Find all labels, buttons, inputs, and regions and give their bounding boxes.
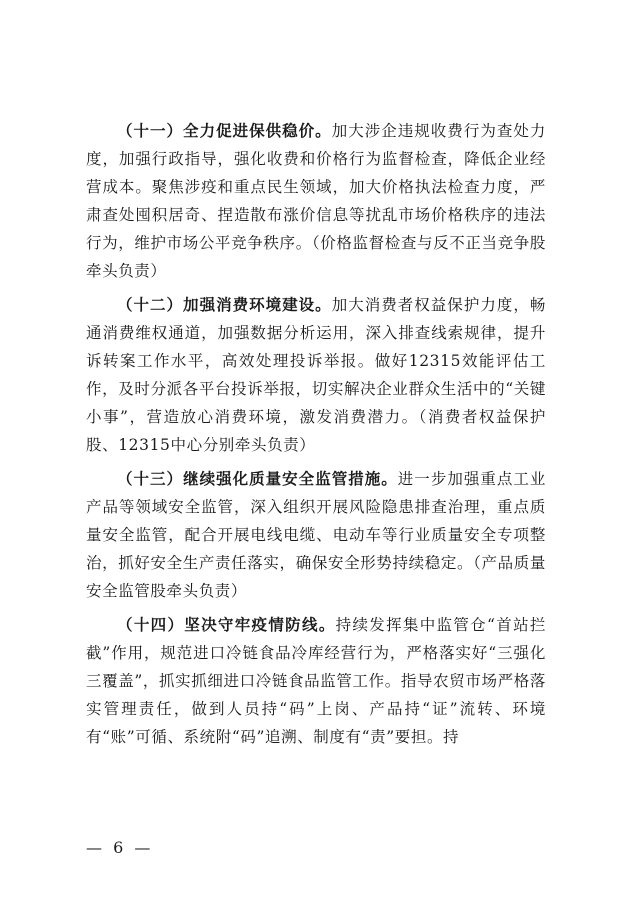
paragraph-11-text: 加大涉企违规收费行为查处力度，加强行政指导，强化收费和价格行为监督检查，降低企业经营成本。聚焦涉疫和重点民生领域，加大价格执法检查力度，严肃查处囤积居奇、捏造散布涨价信息等扰乱市场价格秩序的违法行为，维护市场公平竞争秩序。（价格监督检查与反不正当竞争股牵头负责）	[86, 122, 546, 280]
paragraph-12	[86, 291, 546, 459]
paragraph-13	[86, 465, 546, 605]
page-number: — 6 —	[86, 838, 154, 857]
paragraph-13-heading: （十三）继续强化质量安全监管措施。	[117, 469, 398, 488]
paragraph-12-heading: （十二）加强消费环境建设。	[117, 295, 332, 314]
paragraph-14-heading: （十四）坚决守牢疫情防线。	[117, 615, 336, 634]
document-body	[86, 117, 546, 757]
paragraph-14-text: 持续发挥集中监管仓“首站拦截”作用，规范进口冷链食品冷库经营行为，严格落实好“三强化三覆盖”，抓实抓细进口冷链食品监管工作。指导农贸市场严格落实管理责任，做到人员持“码”上岗、产品持“证”流转、环境有“账”可循、系统附“码”追溯、制度有“责”要担。持	[86, 616, 546, 746]
paragraph-12-text: 加大消费者权益保护力度，畅通消费维权通道，加强数据分析运用，深入排查线索规律，提升诉转案工作水平，高效处理投诉举报。做好12315效能评估工作，及时分派各平台投诉举报，切实解决企业群众生活中的“关键小事”，营造放心消费环境，激发消费潜力。（消费者权益保护股、12315中心分别牵头负责）	[86, 296, 546, 454]
paragraph-11-heading: （十一）全力促进保供稳价。	[117, 121, 332, 140]
paragraph-13-text: 进一步加强重点工业产品等领域安全监管，深入组织开展风险隐患排查治理，重点质量安全监管，配合开展电线电缆、电动车等行业质量安全专项整治，抓好安全生产责任落实，确保安全形势持续稳定。（产品质量安全监管股牵头负责）	[86, 470, 547, 600]
paragraph-11	[86, 117, 546, 285]
paragraph-14	[86, 611, 546, 751]
